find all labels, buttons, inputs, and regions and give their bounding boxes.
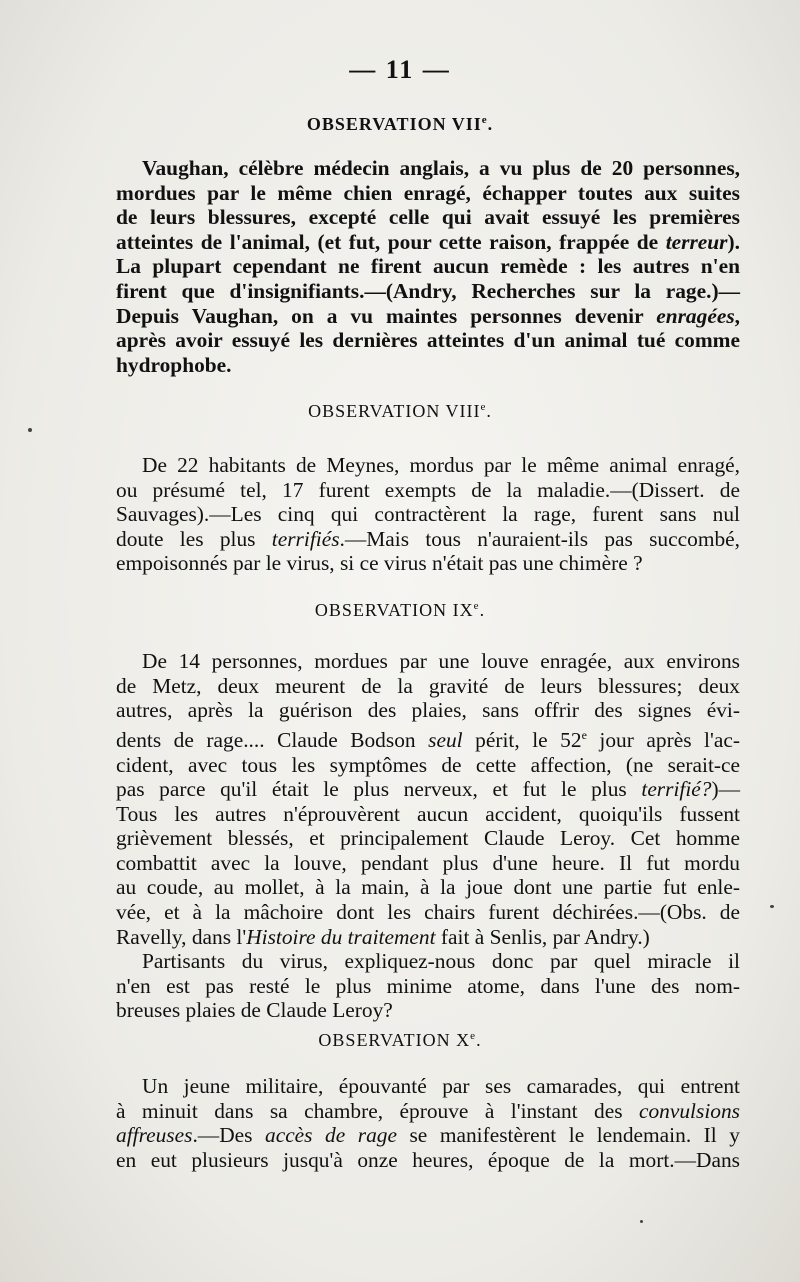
paragraph-observation-10 bbox=[116, 1074, 740, 1172]
text-line: combattit avec la louve, pendant plus d'une heure. Il fut mordu bbox=[116, 850, 740, 875]
text-line: La plupart cependant ne firent aucun remède : les autres n'en bbox=[116, 254, 740, 279]
text-line: pas parce qu'il était le plus nerveux, et fut le plus terrifié?)— bbox=[116, 777, 740, 802]
text-line: Sauvages).—Les cinq qui contractèrent la rage, furent sans nul bbox=[116, 502, 740, 527]
text-line: en eut plusieurs jusqu'à onze heures, époque de la mort.—Dans bbox=[116, 1147, 740, 1172]
text-line: breuses plaies de Claude Leroy? bbox=[116, 998, 393, 1023]
heading-sup: e bbox=[470, 1030, 477, 1042]
text-line: firent que d'insignifiants.—(Andry, Recherches sur la rage.)— bbox=[116, 278, 740, 303]
text-line: empoisonnés par le virus, si ce virus n'était pas une chimère ? bbox=[116, 551, 643, 576]
page-number: — 11 — bbox=[349, 55, 451, 84]
text-line: de leurs blessures, excepté celle qui avait essuyé les premières bbox=[116, 205, 740, 230]
text-line: mordues par le même chien enragé, échapper toutes aux suites bbox=[116, 180, 740, 205]
text-line: n'en est pas resté le plus minime atome, dans l'une des nom- bbox=[116, 973, 740, 998]
text-line: Vaughan, célèbre médecin anglais, a vu plus de 20 personnes, bbox=[142, 156, 740, 180]
text-line: de Metz, deux meurent de la gravité de leurs blessures; deux bbox=[116, 673, 740, 698]
italic-term: affreuses bbox=[116, 1123, 193, 1148]
heading-text: OBSERVATION VIII bbox=[308, 401, 481, 421]
text-line: Un jeune militaire, épouvanté par ses camarades, qui entrent bbox=[142, 1074, 740, 1098]
ink-speck bbox=[640, 1220, 643, 1223]
heading-observation-9 bbox=[0, 600, 800, 621]
text-line: Tous les autres n'éprouvèrent aucun accident, quoiqu'ils fussent bbox=[116, 801, 740, 826]
ink-speck bbox=[28, 428, 32, 432]
heading-dot: . bbox=[486, 401, 492, 421]
text-line: dents de rage.... Claude Bodson seul périt, le 52e jour après l'ac- bbox=[116, 727, 740, 752]
heading-dot: . bbox=[487, 114, 494, 134]
italic-term: terrifié? bbox=[641, 777, 712, 802]
text-line: après avoir essuyé les dernières atteintes d'un animal tué comme bbox=[116, 328, 740, 353]
heading-observation-10 bbox=[0, 1030, 800, 1051]
text-line: ou présumé tel, 17 furent exempts de la maladie.—(Dissert. de bbox=[116, 477, 740, 502]
italic-term: convulsions bbox=[638, 1098, 740, 1123]
text-line: atteintes de l'animal, (et fut, pour cette raison, frappée de terreur). bbox=[116, 229, 740, 254]
text-line: Partisants du virus, expliquez-nous donc par quel miracle il bbox=[142, 949, 740, 974]
text-line: Ravelly, dans l'Histoire du traitement fait à Senlis, par Andry.) bbox=[116, 924, 650, 949]
ink-speck bbox=[770, 905, 774, 908]
text-line: vée, et à la mâchoire dont les chairs furent déchirées.—(Obs. de bbox=[116, 900, 740, 925]
text-line: autres, après la guérison des plaies, sans offrir des signes évi- bbox=[116, 698, 740, 723]
paragraph-observation-7 bbox=[116, 156, 740, 377]
italic-term: seul bbox=[428, 727, 463, 752]
heading-sup: e bbox=[481, 114, 488, 126]
paragraph-observation-9 bbox=[116, 649, 740, 1023]
heading-text: OBSERVATION VII bbox=[306, 114, 482, 134]
heading-text: OBSERVATION X bbox=[318, 1030, 471, 1050]
italic-term: accès de rage bbox=[265, 1123, 397, 1148]
text-line: De 14 personnes, mordues par une louve enragée, aux environs bbox=[142, 649, 740, 673]
text-line: au coude, au mollet, à la main, à la joue dont une partie fut enle- bbox=[116, 875, 740, 900]
heading-sup: e bbox=[480, 401, 487, 413]
heading-observation-7 bbox=[0, 114, 800, 135]
heading-sup: e bbox=[473, 600, 480, 612]
text-line: affreuses.—Des accès de rage se manifestèrent le lendemain. Il y bbox=[116, 1123, 740, 1148]
heading-dot: . bbox=[479, 600, 486, 620]
text-line: à minuit dans sa chambre, éprouve à l'instant des convulsions bbox=[116, 1098, 740, 1123]
italic-term: terreur bbox=[665, 229, 728, 254]
text-line: doute les plus terrifiés.—Mais tous n'auraient-ils pas succombé, bbox=[116, 526, 740, 551]
heading-text: OBSERVATION IX bbox=[314, 600, 474, 620]
italic-title: Histoire du traitement bbox=[246, 924, 436, 949]
text-line: De 22 habitants de Meynes, mordus par le même animal enragé, bbox=[142, 453, 740, 477]
italic-term: enragées bbox=[656, 303, 735, 328]
heading-observation-8 bbox=[0, 401, 800, 422]
paragraph-observation-8 bbox=[116, 453, 740, 576]
heading-dot: . bbox=[476, 1030, 482, 1050]
text-line: grièvement blessés, et principalement Claude Leroy. Cet homme bbox=[116, 826, 740, 851]
italic-term: terrifiés bbox=[271, 526, 340, 551]
text-line: hydrophobe. bbox=[116, 352, 232, 377]
text-line: Depuis Vaughan, on a vu maintes personnes devenir enragées, bbox=[116, 303, 740, 328]
text-line: cident, avec tous les symptômes de cette affection, (ne serait-ce bbox=[116, 752, 740, 777]
